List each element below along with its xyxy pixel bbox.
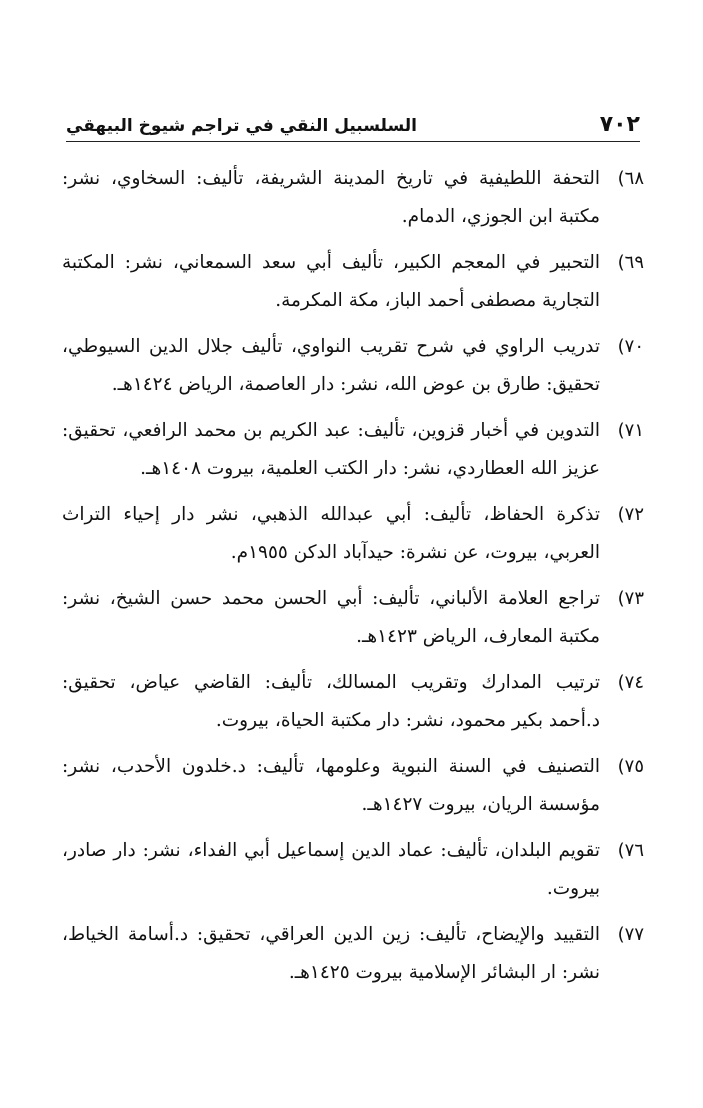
- bibliography-entry: [62, 664, 644, 740]
- running-title: السلسبيل النقي في تراجم شيوخ البيهقي: [66, 116, 417, 136]
- entry-text: التقييد والإيضاح، تأليف: زين الدين العراقي، تحقيق: د.أسامة الخياط، نشر: ار البشائر الإسلامية بيروت ١٤٢٥هـ.: [62, 924, 600, 983]
- bibliography-entry: [62, 580, 644, 656]
- entry-text: التدوين في أخبار قزوين، تأليف: عبد الكريم بن محمد الرافعي، تحقيق: عزيز الله العطاردي، نشر: دار الكتب العلمية، بيروت ١٤٠٨هـ.: [62, 420, 600, 479]
- bibliography-entry: [62, 160, 644, 236]
- page-header: [66, 108, 640, 142]
- entry-text: تدريب الراوي في شرح تقريب النواوي، تأليف جلال الدين السيوطي، تحقيق: طارق بن عوض الله، نشر: دار العاصمة، الرياض ١٤٢٤هـ.: [62, 336, 600, 395]
- entry-text: تذكرة الحفاظ، تأليف: أبي عبدالله الذهبي، نشر دار إحياء التراث العربي، بيروت، عن نشرة: حيدآباد الدكن ١٩٥٥م.: [62, 504, 600, 563]
- bibliography-entry: [62, 496, 644, 572]
- entry-number: ٧٤): [617, 672, 644, 693]
- bibliography-entry: [62, 412, 644, 488]
- entry-text: التحفة اللطيفية في تاريخ المدينة الشريفة، تأليف: السخاوي، نشر: مكتبة ابن الجوزي، الدمام.: [62, 168, 600, 227]
- entry-number: ٦٩): [617, 252, 644, 273]
- bibliography-entry: [62, 832, 644, 908]
- entry-number: ٦٨): [617, 168, 644, 189]
- bibliography-list: [62, 160, 644, 992]
- bibliography-entry: [62, 244, 644, 320]
- entry-number: ٧٥): [617, 756, 644, 777]
- entry-number: ٧٢): [617, 504, 644, 525]
- entry-number: ٧٣): [617, 588, 644, 609]
- entry-text: ترتيب المدارك وتقريب المسالك، تأليف: القاضي عياض، تحقيق: د.أحمد بكير محمود، نشر: دار مكتبة الحياة، بيروت.: [62, 672, 600, 731]
- bibliography-entry: [62, 916, 644, 992]
- entry-number: ٧١): [617, 420, 644, 441]
- entry-number: ٧٠): [617, 336, 644, 357]
- bibliography-entry: [62, 748, 644, 824]
- entry-text: تقويم البلدان، تأليف: عماد الدين إسماعيل أبي الفداء، نشر: دار صادر، بيروت.: [62, 840, 600, 899]
- entry-number: ٧٧): [617, 924, 644, 945]
- entry-number: ٧٦): [617, 840, 644, 861]
- entry-text: تراجع العلامة الألباني، تأليف: أبي الحسن محمد حسن الشيخ، نشر: مكتبة المعارف، الرياض ١٤٢٣هـ.: [62, 588, 600, 647]
- entry-text: التحبير في المعجم الكبير، تأليف أبي سعد السمعاني، نشر: المكتبة التجارية مصطفى أحمد الباز، مكة المكرمة.: [62, 252, 600, 311]
- page-number: ٧٠٢: [599, 112, 640, 137]
- entry-text: التصنيف في السنة النبوية وعلومها، تأليف: د.خلدون الأحدب، نشر: مؤسسة الريان، بيروت ١٤٢٧هـ.: [62, 756, 600, 815]
- bibliography-entry: [62, 328, 644, 404]
